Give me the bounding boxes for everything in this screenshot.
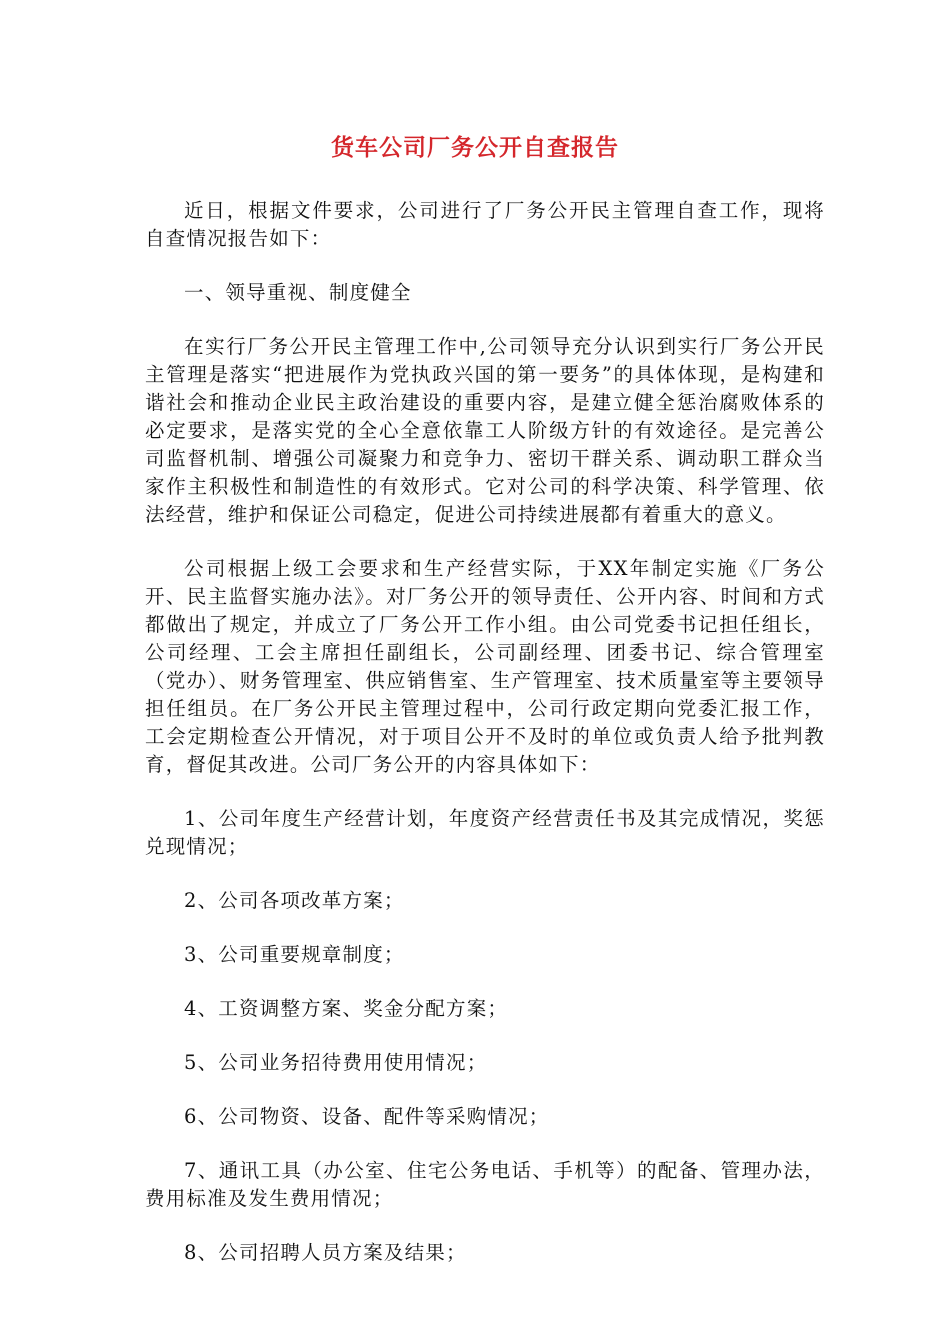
document-title: 货车公司厂务公开自查报告 [331, 135, 619, 161]
list-item-4: 4、工资调整方案、奖金分配方案； [184, 997, 509, 1020]
list-item-3: 3、公司重要规章制度； [184, 943, 405, 966]
paragraph-intro: 近日，根据文件要求，公司进行了厂务公开民主管理自查工作，现将自查情况报告如下： [145, 199, 825, 250]
list-item-6: 6、公司物资、设备、配件等采购情况； [184, 1105, 550, 1128]
document-body [145, 197, 825, 1293]
section-heading-1: 一、领导重视、制度健全 [184, 281, 412, 304]
list-item-8: 8、公司招聘人员方案及结果； [184, 1241, 467, 1264]
paragraph-leadership: 在实行厂务公开民主管理工作中,公司领导充分认识到实行厂务公开民主管理是落实“把进展作为党执政兴国的第一要务”的具体体现，是构建和谐社会和推动企业民主政治建设的重要内容，是建立健全惩治腐败体系的必定要求，是落实党的全心全意依靠工人阶级方针的有效途径。是完善公司监督机制、增强公司凝聚力和竞争力、密切干群关系、调动职工群众当家作主积极性和制造性的有效形式。它对公司的科学决策、科学管理、依法经营，维护和保证公司稳定，促进公司持续进展都有着重大的意义。 [145, 335, 825, 526]
list-item-2: 2、公司各项改革方案； [184, 889, 405, 912]
list-item-5: 5、公司业务招待费用使用情况； [184, 1051, 488, 1074]
list-item-7: 7、通讯工具（办公室、住宅公务电话、手机等）的配备、管理办法，费用标准及发生费用情况； [145, 1159, 825, 1210]
paragraph-implementation: 公司根据上级工会要求和生产经营实际，于XX年制定实施《厂务公开、民主监督实施办法》。对厂务公开的领导责任、公开内容、时间和方式都做出了规定，并成立了厂务公开工作小组。由公司党委书记担任组长，公司经理、工会主席担任副组长，公司副经理、团委书记、综合管理室（党办）、财务管理室、供应销售室、生产管理室、技术质量室等主要领导担任组员。在厂务公开民主管理过程中，公司行政定期向党委汇报工作，工会定期检查公开情况，对于项目公开不及时的单位或负责人给予批判教育，督促其改进。公司厂务公开的内容具体如下： [145, 557, 825, 776]
list-item-1: 1、公司年度生产经营计划，年度资产经营责任书及其完成情况，奖惩兑现情况； [145, 807, 825, 858]
